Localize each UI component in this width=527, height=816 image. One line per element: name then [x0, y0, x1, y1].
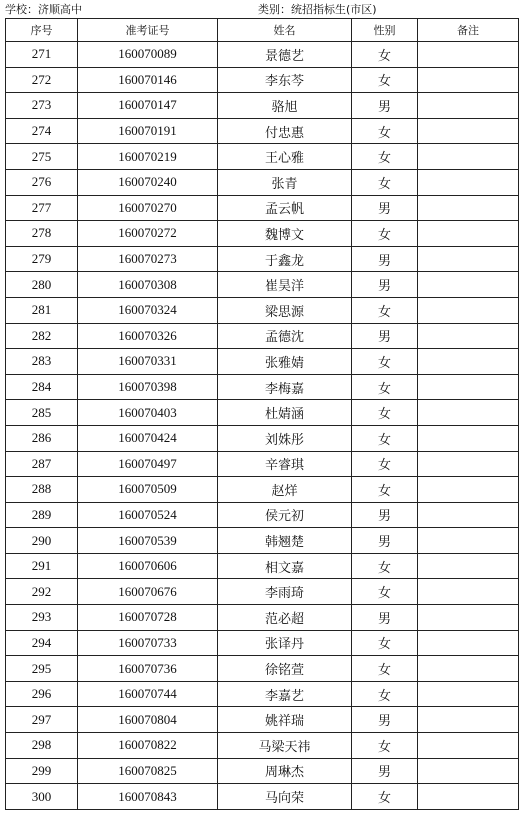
row-seq: 272 [6, 67, 78, 93]
row-name: 刘姝彤 [218, 425, 352, 451]
row-name: 姚祥瑞 [218, 707, 352, 733]
row-note [418, 733, 519, 759]
table-row [6, 169, 519, 195]
row-gender: 女 [352, 630, 418, 656]
row-note [418, 528, 519, 554]
row-name: 范必超 [218, 605, 352, 631]
row-seq: 287 [6, 451, 78, 477]
row-gender: 女 [352, 400, 418, 426]
row-gender: 男 [352, 528, 418, 554]
row-gender: 女 [352, 451, 418, 477]
column-header-gender: 性别 [352, 19, 418, 42]
table-row [6, 502, 519, 528]
row-gender: 女 [352, 681, 418, 707]
row-gender: 男 [352, 272, 418, 298]
row-exam-id: 160070843 [78, 784, 218, 810]
row-note [418, 707, 519, 733]
row-seq: 274 [6, 118, 78, 144]
row-gender: 女 [352, 553, 418, 579]
row-note [418, 630, 519, 656]
row-gender: 男 [352, 93, 418, 119]
row-seq: 298 [6, 733, 78, 759]
row-gender: 女 [352, 733, 418, 759]
row-name: 侯元初 [218, 502, 352, 528]
table-row [6, 425, 519, 451]
row-exam-id: 160070219 [78, 144, 218, 170]
school-label: 学校：济顺高中 [5, 3, 82, 16]
table-row [6, 349, 519, 375]
row-name: 杜婧涵 [218, 400, 352, 426]
row-gender: 女 [352, 477, 418, 503]
column-header-name: 姓名 [218, 19, 352, 42]
row-note [418, 451, 519, 477]
row-seq: 294 [6, 630, 78, 656]
row-name: 李梅嘉 [218, 374, 352, 400]
row-exam-id: 160070744 [78, 681, 218, 707]
column-header-seq: 序号 [6, 19, 78, 42]
row-seq: 290 [6, 528, 78, 554]
table-row [6, 246, 519, 272]
row-note [418, 246, 519, 272]
row-exam-id: 160070240 [78, 169, 218, 195]
table-row [6, 605, 519, 631]
row-note [418, 297, 519, 323]
row-name: 梁思源 [218, 297, 352, 323]
table-row [6, 553, 519, 579]
row-exam-id: 160070424 [78, 425, 218, 451]
row-name: 崔昊洋 [218, 272, 352, 298]
table-row [6, 400, 519, 426]
table-body [6, 42, 519, 810]
table-row [6, 144, 519, 170]
row-note [418, 477, 519, 503]
table-row [6, 707, 519, 733]
row-note [418, 374, 519, 400]
row-name: 李东芩 [218, 67, 352, 93]
row-exam-id: 160070736 [78, 656, 218, 682]
row-gender: 男 [352, 195, 418, 221]
column-header-exam-id: 准考证号 [78, 19, 218, 42]
row-note [418, 553, 519, 579]
row-seq: 293 [6, 605, 78, 631]
row-exam-id: 160070089 [78, 42, 218, 68]
category-label: 类别：统招指标生(市区) [258, 3, 377, 16]
table-row [6, 323, 519, 349]
row-seq: 278 [6, 221, 78, 247]
row-name: 骆旭 [218, 93, 352, 119]
row-seq: 273 [6, 93, 78, 119]
row-name: 赵烊 [218, 477, 352, 503]
row-exam-id: 160070509 [78, 477, 218, 503]
table-row [6, 451, 519, 477]
row-note [418, 579, 519, 605]
row-gender: 女 [352, 784, 418, 810]
row-name: 张雅婧 [218, 349, 352, 375]
row-note [418, 758, 519, 784]
row-exam-id: 160070606 [78, 553, 218, 579]
table-row [6, 733, 519, 759]
row-gender: 男 [352, 502, 418, 528]
row-name: 马向荣 [218, 784, 352, 810]
row-name: 周琳杰 [218, 758, 352, 784]
row-seq: 285 [6, 400, 78, 426]
row-seq: 296 [6, 681, 78, 707]
row-gender: 女 [352, 67, 418, 93]
row-exam-id: 160070147 [78, 93, 218, 119]
row-exam-id: 160070804 [78, 707, 218, 733]
row-exam-id: 160070733 [78, 630, 218, 656]
row-gender: 女 [352, 374, 418, 400]
row-gender: 男 [352, 605, 418, 631]
row-name: 辛睿琪 [218, 451, 352, 477]
row-gender: 女 [352, 656, 418, 682]
row-name: 李雨琦 [218, 579, 352, 605]
row-seq: 280 [6, 272, 78, 298]
row-name: 韩翘楚 [218, 528, 352, 554]
row-exam-id: 160070497 [78, 451, 218, 477]
row-gender: 女 [352, 42, 418, 68]
row-gender: 女 [352, 297, 418, 323]
row-seq: 275 [6, 144, 78, 170]
row-seq: 281 [6, 297, 78, 323]
row-note [418, 784, 519, 810]
row-name: 魏博文 [218, 221, 352, 247]
row-gender: 女 [352, 118, 418, 144]
row-seq: 289 [6, 502, 78, 528]
table-row [6, 67, 519, 93]
table-row [6, 221, 519, 247]
row-name: 李嘉艺 [218, 681, 352, 707]
row-exam-id: 160070822 [78, 733, 218, 759]
row-seq: 295 [6, 656, 78, 682]
row-note [418, 221, 519, 247]
row-seq: 292 [6, 579, 78, 605]
row-gender: 女 [352, 169, 418, 195]
row-note [418, 118, 519, 144]
row-name: 孟德沈 [218, 323, 352, 349]
row-seq: 286 [6, 425, 78, 451]
row-exam-id: 160070825 [78, 758, 218, 784]
row-seq: 276 [6, 169, 78, 195]
row-gender: 女 [352, 221, 418, 247]
row-exam-id: 160070272 [78, 221, 218, 247]
table-row [6, 630, 519, 656]
row-exam-id: 160070728 [78, 605, 218, 631]
row-exam-id: 160070273 [78, 246, 218, 272]
table-row [6, 681, 519, 707]
row-note [418, 323, 519, 349]
row-name: 马梁天祎 [218, 733, 352, 759]
table-row [6, 784, 519, 810]
row-gender: 女 [352, 144, 418, 170]
row-seq: 300 [6, 784, 78, 810]
row-seq: 288 [6, 477, 78, 503]
row-exam-id: 160070308 [78, 272, 218, 298]
table-row [6, 374, 519, 400]
row-name: 于鑫龙 [218, 246, 352, 272]
table-row [6, 272, 519, 298]
row-gender: 女 [352, 349, 418, 375]
row-exam-id: 160070524 [78, 502, 218, 528]
row-name: 孟云帆 [218, 195, 352, 221]
row-name: 付忠惠 [218, 118, 352, 144]
row-seq: 283 [6, 349, 78, 375]
row-seq: 297 [6, 707, 78, 733]
table-row [6, 758, 519, 784]
row-seq: 271 [6, 42, 78, 68]
row-gender: 男 [352, 707, 418, 733]
table-row [6, 579, 519, 605]
row-note [418, 400, 519, 426]
row-exam-id: 160070331 [78, 349, 218, 375]
row-name: 景德艺 [218, 42, 352, 68]
row-name: 张青 [218, 169, 352, 195]
row-note [418, 349, 519, 375]
table-row [6, 195, 519, 221]
row-note [418, 42, 519, 68]
row-note [418, 169, 519, 195]
student-roster-table [5, 18, 519, 810]
row-exam-id: 160070539 [78, 528, 218, 554]
table-row [6, 297, 519, 323]
row-note [418, 93, 519, 119]
row-note [418, 195, 519, 221]
row-exam-id: 160070676 [78, 579, 218, 605]
row-seq: 277 [6, 195, 78, 221]
row-note [418, 656, 519, 682]
row-exam-id: 160070398 [78, 374, 218, 400]
row-note [418, 681, 519, 707]
table-row [6, 528, 519, 554]
row-gender: 男 [352, 323, 418, 349]
row-exam-id: 160070326 [78, 323, 218, 349]
table-row [6, 42, 519, 68]
row-name: 张译丹 [218, 630, 352, 656]
row-note [418, 272, 519, 298]
row-note [418, 605, 519, 631]
row-gender: 女 [352, 425, 418, 451]
column-header-note: 备注 [418, 19, 519, 42]
row-note [418, 67, 519, 93]
table-row [6, 118, 519, 144]
row-note [418, 502, 519, 528]
row-note [418, 425, 519, 451]
row-seq: 284 [6, 374, 78, 400]
row-seq: 291 [6, 553, 78, 579]
table-row [6, 656, 519, 682]
row-gender: 男 [352, 758, 418, 784]
row-seq: 282 [6, 323, 78, 349]
row-exam-id: 160070146 [78, 67, 218, 93]
row-exam-id: 160070270 [78, 195, 218, 221]
table-header-row [6, 19, 519, 42]
row-name: 徐铭萱 [218, 656, 352, 682]
row-note [418, 144, 519, 170]
row-exam-id: 160070403 [78, 400, 218, 426]
table-row [6, 93, 519, 119]
row-seq: 279 [6, 246, 78, 272]
row-gender: 女 [352, 579, 418, 605]
row-gender: 男 [352, 246, 418, 272]
row-exam-id: 160070191 [78, 118, 218, 144]
row-name: 王心雅 [218, 144, 352, 170]
row-name: 相文嘉 [218, 553, 352, 579]
table-row [6, 477, 519, 503]
row-exam-id: 160070324 [78, 297, 218, 323]
row-seq: 299 [6, 758, 78, 784]
